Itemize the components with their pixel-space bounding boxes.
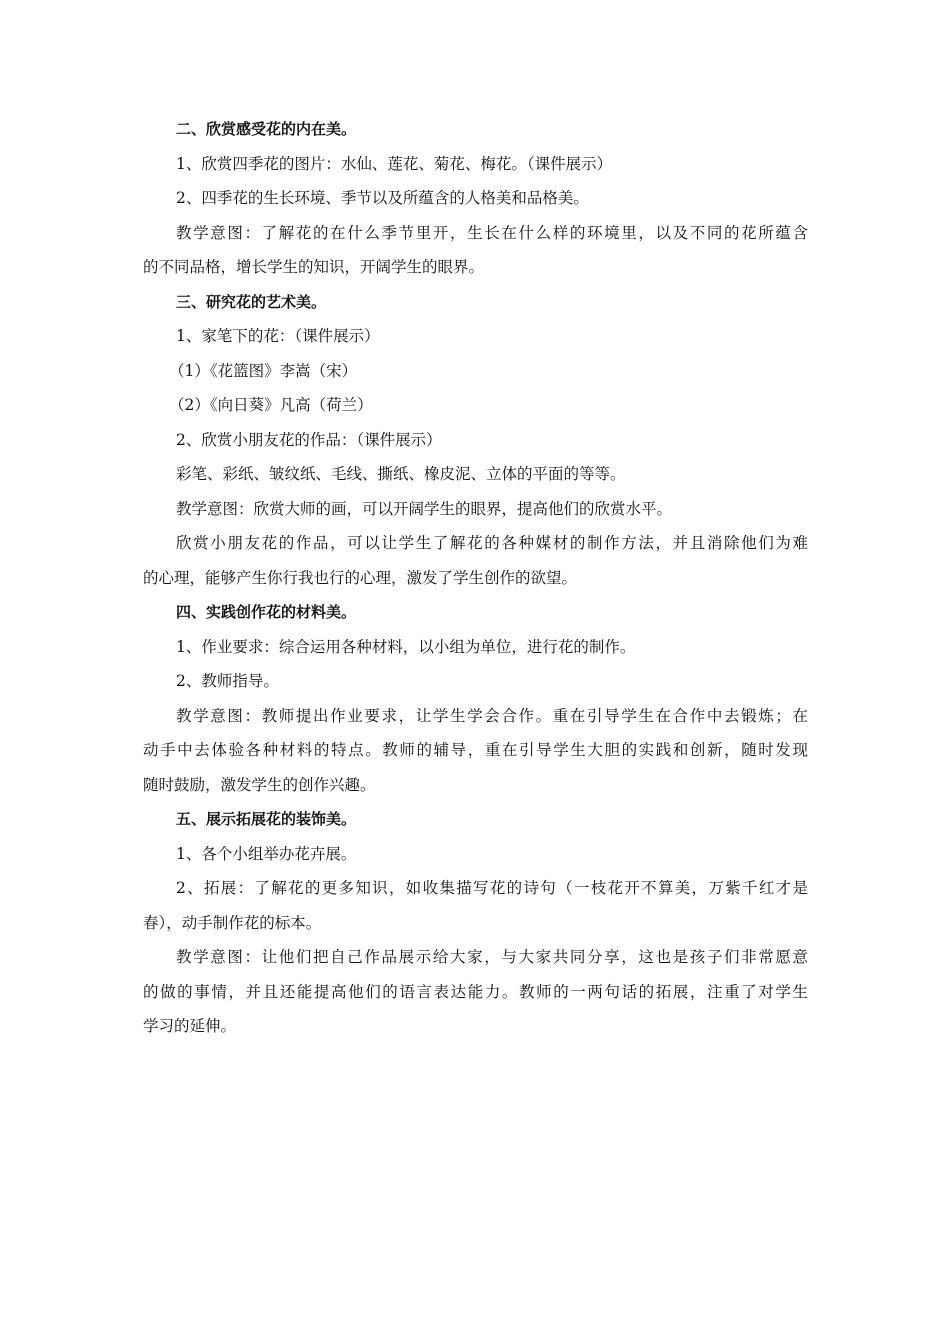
section-3-note-line-2: 的心理，能够产生你行我也行的心理，激发了学生创作的欲望。 bbox=[143, 568, 578, 587]
section-5-item-2-line-2: 春），动手制作花的标本。 bbox=[143, 913, 322, 932]
section-2-intent-line-1: 教学意图：了解花的在什么季节里开，生长在什么样的环境里，以及不同的花所蕴含 bbox=[176, 223, 808, 242]
section-3-sub-2: （2）《向日葵》凡高（荷兰） bbox=[169, 396, 373, 414]
section-3-intent: 教学意图：欣赏大师的画，可以开阔学生的眼界，提高他们的欣赏水平。 bbox=[176, 499, 673, 518]
section-5-intent-line-2: 的做的事情，并且还能提高他们的语言表达能力。教师的一两句话的拓展，注重了对学生 bbox=[143, 982, 808, 1001]
section-4-heading: 四、实践创作花的材料美。 bbox=[176, 603, 357, 621]
document-body bbox=[143, 112, 808, 1044]
section-3-item-1: 1、家笔下的花：（课件展示） bbox=[176, 327, 380, 345]
section-4-item-2: 2、教师指导。 bbox=[176, 672, 279, 690]
section-3-note-line-1: 欣赏小朋友花的作品，可以让学生了解花的各种媒材的制作方法，并且消除他们为难 bbox=[176, 534, 808, 552]
section-2-heading: 二、欣赏感受花的内在美。 bbox=[176, 120, 357, 138]
section-4-item-1: 1、作业要求：综合运用各种材料，以小组为单位，进行花的制作。 bbox=[176, 637, 636, 656]
section-2-item-1: 1、欣赏四季花的图片：水仙、莲花、菊花、梅花。（课件展示） bbox=[176, 154, 613, 173]
section-5-intent-line-1: 教学意图：让他们把自己作品展示给大家，与大家共同分享，这也是孩子们非常愿意 bbox=[176, 948, 808, 966]
section-3-materials: 彩笔、彩纸、皱纹纸、毛线、撕纸、橡皮泥、立体的平面的等等。 bbox=[176, 465, 626, 483]
section-2-item-2: 2、四季花的生长环境、季节以及所蕴含的人格美和品格美。 bbox=[176, 189, 589, 207]
section-4-intent-line-2: 动手中去体验各种材料的特点。教师的辅导，重在引导学生大胆的实践和创新，随时发现 bbox=[143, 741, 808, 759]
section-5-item-1: 1、各个小组举办花卉展。 bbox=[176, 844, 357, 863]
section-4-intent-line-3: 随时鼓励，激发学生的创作兴趣。 bbox=[143, 775, 376, 794]
section-4-intent-line-1: 教学意图：教师提出作业要求，让学生学会合作。重在引导学生在合作中去锻炼；在 bbox=[176, 706, 808, 725]
section-3-sub-1: （1）《花篮图》李嵩（宋） bbox=[169, 361, 358, 380]
section-5-intent-line-3: 学习的延伸。 bbox=[143, 1017, 237, 1035]
section-3-heading: 三、研究花的艺术美。 bbox=[176, 292, 327, 311]
section-5-item-2-line-1: 2、拓展：了解花的更多知识，如收集描写花的诗句（一枝花开不算美，万紫千红才是 bbox=[176, 879, 808, 897]
section-5-heading: 五、展示拓展花的装饰美。 bbox=[176, 810, 357, 828]
section-2-intent-line-2: 的不同品格，增长学生的知识，开阔学生的眼界。 bbox=[143, 258, 485, 276]
section-3-item-2: 2、欣赏小朋友花的作品：（课件展示） bbox=[176, 430, 442, 449]
